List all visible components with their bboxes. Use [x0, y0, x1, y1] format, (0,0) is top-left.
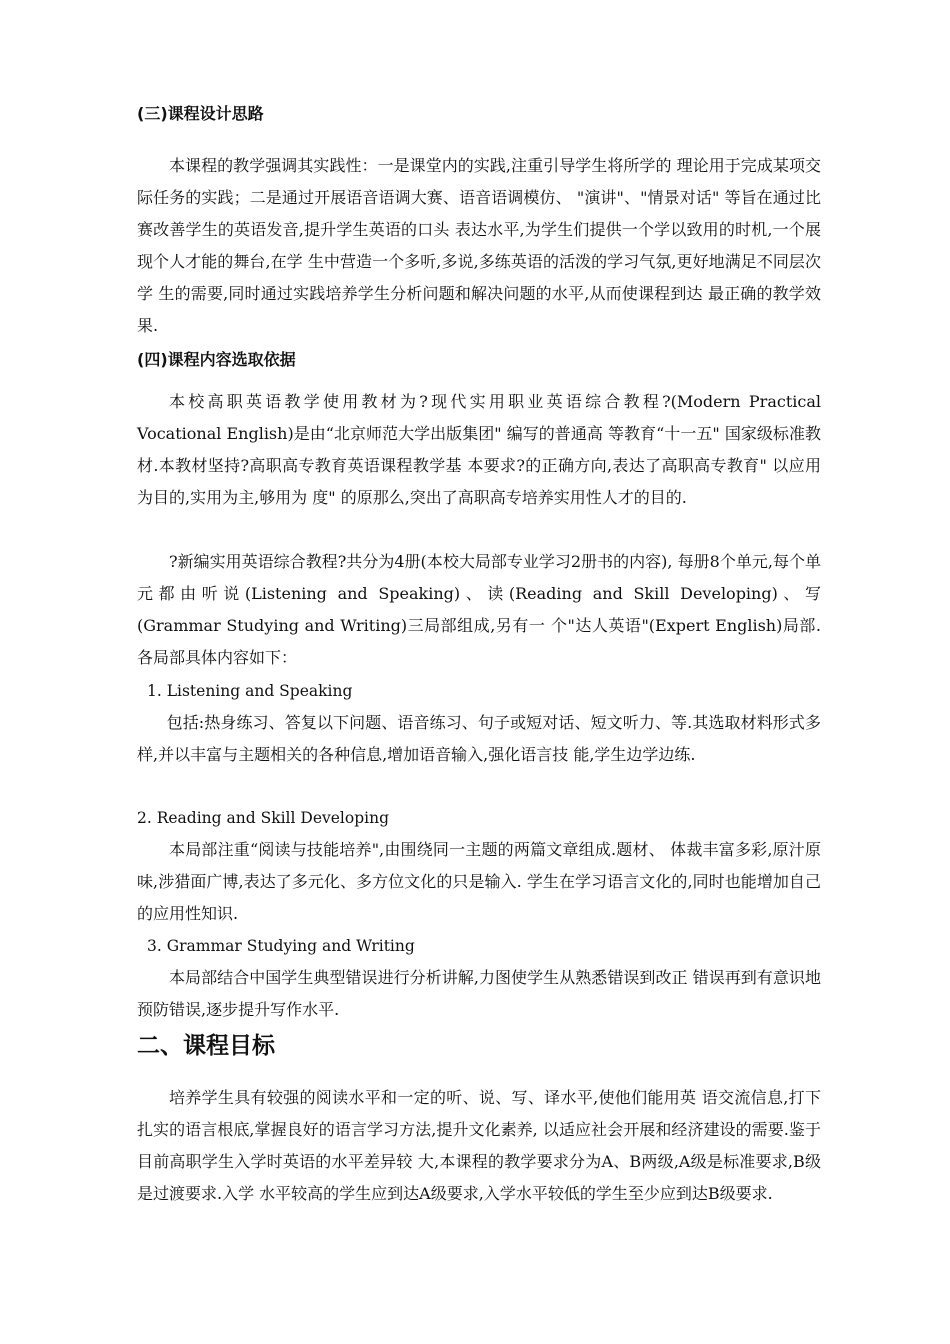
- paragraph-course-goals: 培养学生具有较强的阅读水平和一定的听、说、写、译水平,使他们能用英 语交流信息,打下扎实的语言根底,掌握良好的语言学习方法,提升文化素养, 以适应社会开展和经济建设的需要.鉴于目前高职学生入学时英语的水平差异较 大,本课程的教学要求分为A、B两级,A级是标准要求,B级是过渡要求.入学 水平较高的学生应到达A级要求,入学水平较低的学生至少应到达B级要求.: [137, 1088, 821, 1203]
- item-grammar-title: 3. Grammar Studying and Writing: [147, 937, 415, 955]
- paragraph-textbook-intro: 本校高职英语教学使用教材为?现代实用职业英语综合教程?(Modern Practical Vocational English)是由“北京师范大学出版集团" 编写的普通高 等教育“十一五" 国家级标准教材.本教材坚持?高职高专教育英语课程教学基 本要求?的正确方向,表达了高职高专教育" 以应用为目的,实用为主,够用为 度" 的原那么,突出了高职高专培养实用性人才的目的.: [137, 392, 821, 507]
- item-listening-title: 1. Listening and Speaking: [147, 682, 353, 700]
- paragraph-course-design: 本课程的教学强调其实践性：一是课堂内的实践,注重引导学生将所学的 理论用于完成某项交际任务的实践；二是通过开展语音语调大赛、语音语调模仿、 "演讲"、"情景对话" 等旨在通过比赛改善学生的英语发音,提升学生英语的口头 表达水平,为学生们提供一个学以致用的时机,一个展现个人才能的舞台,在学 生中营造一个多听,多说,多练英语的活泼的学习气氛,更好地满足不同层次学 生的需要,同时通过实践培养学生分析问题和解决问题的水平,从而使课程到达 最正确的教学效果.: [137, 156, 821, 335]
- section-heading-course-design: (三)课程设计思路: [137, 104, 264, 123]
- item-reading-title: 2. Reading and Skill Developing: [137, 809, 389, 827]
- chapter-heading-course-goals: 二、课程目标: [137, 1033, 275, 1059]
- paragraph-listening: 包括:热身练习、答复以下问题、语音练习、句子或短对话、短文听力、等.其选取材料形式多样,并以丰富与主题相关的各种信息,增加语音输入,强化语言技 能,学生边学边练.: [137, 713, 821, 764]
- paragraph-grammar: 本局部结合中国学生典型错误进行分析讲解,力图使学生从熟悉错误到改正 错误再到有意识地预防错误,逐步提升写作水平.: [137, 968, 821, 1019]
- paragraph-textbook-structure: ?新编实用英语综合教程?共分为4册(本校大局部专业学习2册书的内容), 每册8个单元,每个单元都由听说(Listening and Speaking)、读(Reading and Skill Developing)、写(Grammar Studying and Writing)三局部组成,另有一 个"达人英语"(Expert English)局部.各局部具体内容如下：: [137, 552, 821, 667]
- paragraph-reading: 本局部注重“阅读与技能培养",由围绕同一主题的两篇文章组成.题材、 体裁丰富多彩,原汁原味,涉猎面广博,表达了多元化、多方位文化的只是输入. 学生在学习语言文化的,同时也能增加自己的应用性知识.: [137, 840, 821, 923]
- section-heading-content-basis: (四)课程内容选取依据: [137, 350, 296, 369]
